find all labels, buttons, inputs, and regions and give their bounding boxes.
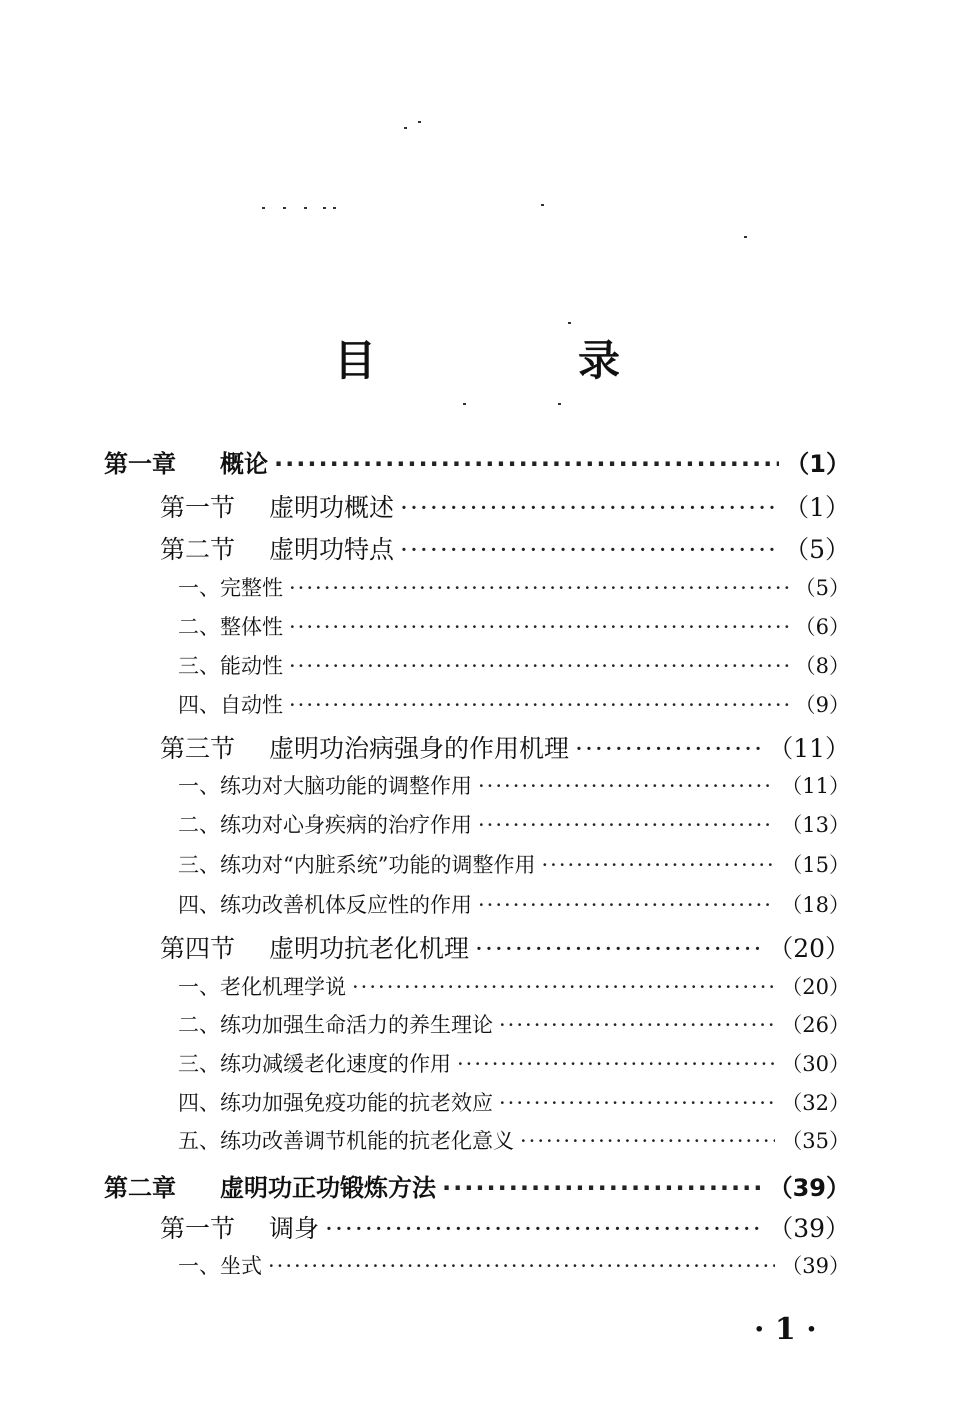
toc-page-number: （13） [781,813,850,837]
toc-item [178,1048,850,1078]
toc-entry-text: 三、练功减缓老化速度的作用 [178,1052,451,1076]
toc-entry-label [178,572,283,602]
toc-page-number: （1） [784,493,850,522]
toc-section [160,1209,850,1245]
toc-entry-label [178,809,472,839]
toc-page-number: （8） [794,654,850,678]
leader-dots [400,535,778,564]
leader-dots [499,1013,775,1037]
toc-entry-text: 一、完整性 [178,576,283,600]
toc-entry-label [178,650,283,680]
toc-entry-text: 调身 [269,1214,320,1243]
toc-chapter [104,1168,850,1203]
toc-entry-text: 三、练功对“内脏系统”功能的调整作用 [178,853,536,877]
toc-item [178,971,850,1001]
leader-dots [400,493,778,522]
toc-page-number: （20） [768,934,850,963]
toc-page-number: （32） [781,1091,850,1115]
leader-dots [520,1129,775,1153]
toc-entry-label [178,611,283,641]
toc-entry-text: 虚明功正功锻炼方法 [220,1174,436,1202]
toc-entry-text: 二、练功加强生命活力的养生理论 [178,1013,493,1037]
toc-page-number: （20） [781,975,850,999]
toc-section [160,929,850,965]
toc-page-number: （5） [794,576,850,600]
toc-entry-label [160,488,394,524]
toc-page-number: （11） [768,734,850,763]
toc-entry-text: 二、整体性 [178,615,283,639]
toc-page-number: （30） [781,1052,850,1076]
page-title: 目 录 [333,336,700,385]
toc-item [178,572,850,602]
toc-entry-text: 一、老化机理学说 [178,975,346,999]
toc-item [178,1250,850,1280]
toc-entry-label [160,929,469,965]
toc-page-number: （18） [781,893,850,917]
toc-entry-text: 虚明功抗老化机理 [269,934,470,963]
toc-entry-label [178,889,472,919]
toc-page-number: （1） [785,450,850,478]
toc-entry-text: 二、练功对心身疾病的治疗作用 [178,813,472,837]
toc-entry-number: 第二节 [160,535,236,564]
toc-entry-text: 五、练功改善调节机能的抗老化意义 [178,1129,514,1153]
toc-item [178,889,850,919]
toc-entry-text: 虚明功治病强身的作用机理 [269,734,570,763]
toc-item [178,770,850,800]
toc-entry-label [160,530,394,566]
toc-entry-label [178,1250,262,1280]
leader-dots [442,1174,763,1202]
toc-chapter [104,444,850,479]
toc-entry-text: 虚明功概述 [269,493,395,522]
leader-dots [499,1091,775,1115]
toc-item [178,1087,850,1117]
toc-item [178,650,850,680]
toc-entry-label [178,849,535,879]
toc-item [178,809,850,839]
toc-entry-text: 一、练功对大脑功能的调整作用 [178,774,472,798]
toc-entry-label [178,971,346,1001]
toc-entry-number: 第二章 [104,1174,176,1202]
toc-page-number: （6） [794,615,850,639]
toc-entry-text: 三、能动性 [178,654,283,678]
toc-entry-text: 四、练功加强免疫功能的抗老效应 [178,1091,493,1115]
leader-dots [268,1254,775,1278]
toc-entry-label [160,729,569,765]
toc-entry-number: 第三节 [160,734,236,763]
toc-entry-label [178,1125,514,1155]
leader-dots [289,576,789,600]
leader-dots [475,934,762,963]
toc-entry-text: 虚明功特点 [269,535,395,564]
toc-item [178,849,850,879]
toc-entry-label [178,1048,451,1078]
leader-dots [289,654,789,678]
toc-page-number: （11） [781,774,850,798]
leader-dots [289,615,789,639]
leader-dots [274,450,779,478]
toc-entry-label [178,689,283,719]
toc-item [178,611,850,641]
leader-dots [541,853,775,877]
toc-page-number: （26） [781,1013,850,1037]
leader-dots [478,813,775,837]
toc-entry-label [104,444,268,479]
toc-page-number: （9） [794,693,850,717]
toc-page-number: （39） [768,1214,850,1243]
toc-entry-label [178,1009,493,1039]
toc-section [160,729,850,765]
toc-entry-number: 第四节 [160,934,236,963]
page-number: · 1 · [754,1312,817,1347]
leader-dots [352,975,775,999]
toc-item [178,1125,850,1155]
leader-dots [457,1052,775,1076]
toc-entry-text: 四、自动性 [178,693,283,717]
toc-page-number: （39） [768,1174,850,1202]
toc-item [178,1009,850,1039]
toc-entry-number: 第一章 [104,450,176,478]
toc-page-number: （35） [781,1129,850,1153]
leader-dots [575,734,762,763]
toc-entry-text: 概论 [220,450,268,478]
toc-entry-text: 四、练功改善机体反应性的作用 [178,893,472,917]
leader-dots [325,1214,762,1243]
toc-item [178,689,850,719]
toc-section [160,530,850,566]
leader-dots [289,693,789,717]
toc-entry-label [104,1168,436,1203]
toc-entry-label [178,770,472,800]
toc-section [160,488,850,524]
toc-entry-text: 一、坐式 [178,1254,262,1278]
toc-entry-label [178,1087,493,1117]
leader-dots [478,774,775,798]
toc-entry-label [160,1209,319,1245]
leader-dots [478,893,775,917]
toc-entry-number: 第一节 [160,1214,236,1243]
toc-page-number: （15） [781,853,850,877]
toc-page-number: （39） [781,1254,850,1278]
toc-entry-number: 第一节 [160,493,236,522]
toc-page-number: （5） [784,535,850,564]
